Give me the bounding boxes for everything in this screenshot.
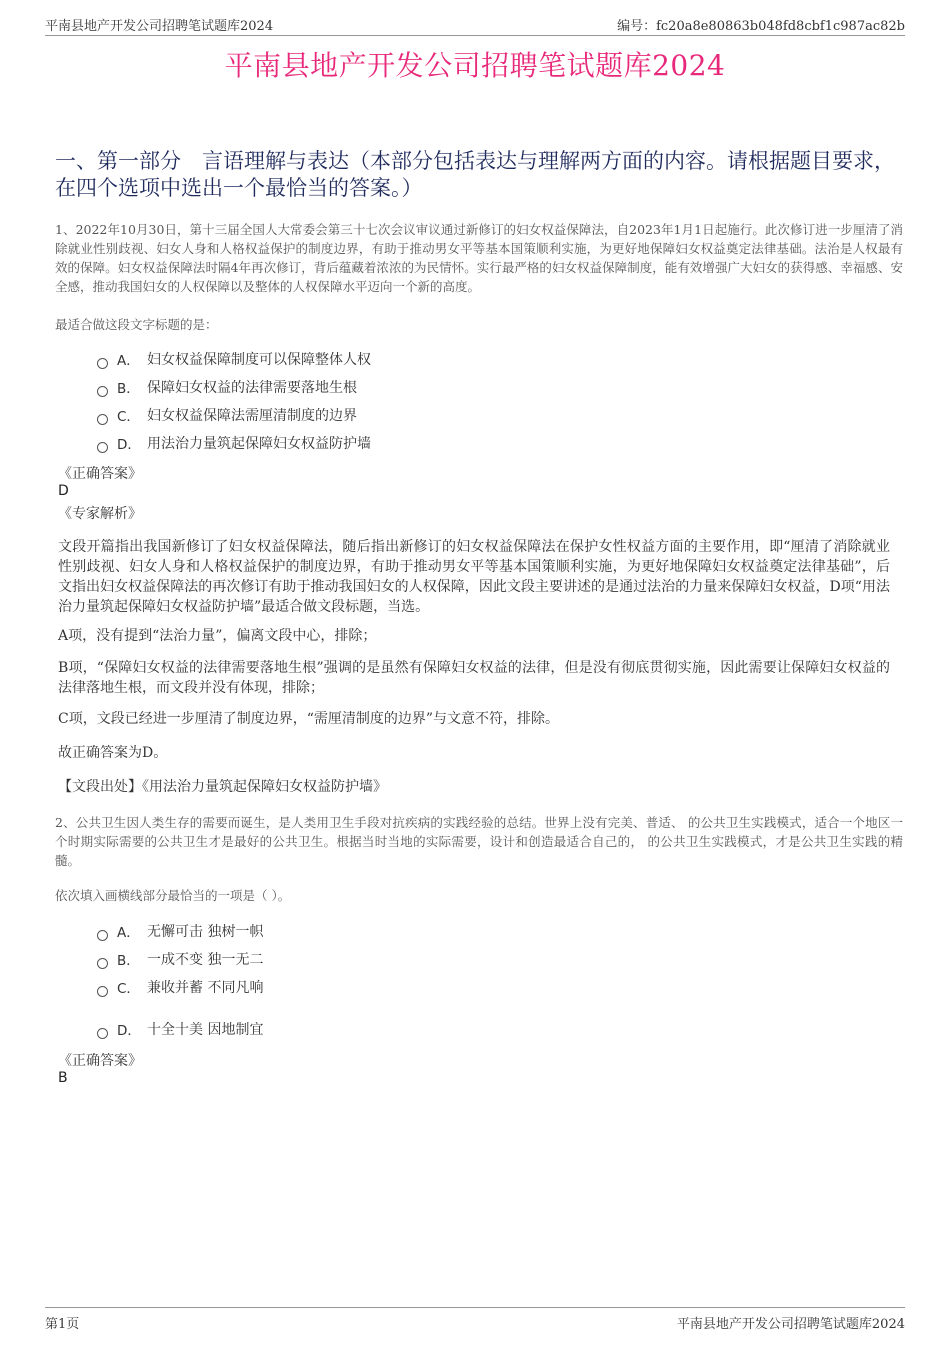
question-1-answer: D bbox=[58, 483, 69, 499]
analysis-paragraph: 文段开篇指出我国新修订了妇女权益保障法，随后指出新修订的妇女权益保障法在保护女性权益方面的主要作用，即“厘清了消除就业性别歧视、妇女人身和人格权益保护的制度边界，有助于推动男女平等基本国策顺利实施，为更好地保障妇女权益奠定法律基础”，后文指出妇女权益保障法的再次修订有助于推动我国妇女的人权保障，因此文段主要讲述的是通过法治的力量来保障妇女权益，D项“用法治力量筑起保障妇女权益防护墙”最适合做文段标题，当选。 bbox=[58, 539, 890, 615]
footer-divider bbox=[45, 1307, 905, 1308]
option-letter: A． bbox=[117, 353, 140, 369]
question-2-prompt: 依次填入画横线部分最恰当的一项是（ ）。 bbox=[55, 888, 291, 903]
option-text: 兼收并蓄 不同凡响 bbox=[147, 980, 264, 996]
question-1-prompt: 最适合做这段文字标题的是： bbox=[55, 317, 218, 332]
option-letter: B． bbox=[117, 953, 140, 969]
question-1-answer-label: 《正确答案》 bbox=[58, 466, 142, 482]
analysis-paragraph: C项，文段已经进一步厘清了制度边界，“需厘清制度的边界”与文意不符，排除。 bbox=[58, 711, 560, 727]
question-1-analysis-label: 《专家解析》 bbox=[58, 506, 142, 522]
question-2-option-c[interactable] bbox=[97, 977, 263, 997]
page-number: 第1页 bbox=[45, 1317, 80, 1332]
radio-icon[interactable] bbox=[97, 358, 108, 369]
footer-title: 平南县地产开发公司招聘笔试题库2024 bbox=[676, 1317, 905, 1332]
radio-icon[interactable] bbox=[97, 386, 108, 397]
analysis-paragraph: A项，没有提到“法治力量”，偏离文段中心，排除； bbox=[58, 628, 377, 644]
question-1-option-d[interactable] bbox=[97, 433, 371, 453]
header-left: 平南县地产开发公司招聘笔试题库2024 bbox=[45, 19, 274, 34]
section-heading: 一、第一部分 言语理解与表达（本部分包括表达与理解两方面的内容。请根据题目要求，在四个选项中选出一个最恰当的答案。） bbox=[55, 149, 895, 200]
question-2-option-d[interactable] bbox=[97, 1019, 263, 1039]
question-1-option-a[interactable] bbox=[97, 349, 371, 369]
option-letter: C． bbox=[117, 409, 140, 425]
analysis-source: 【文段出处】《用法治力量筑起保障妇女权益防护墙》 bbox=[58, 779, 387, 795]
option-letter: B． bbox=[117, 381, 140, 397]
header-serial: 编号：fc20a8e80863b048fd8cbf1c987ac82b bbox=[617, 19, 905, 34]
radio-icon[interactable] bbox=[97, 414, 108, 425]
option-text: 用法治力量筑起保障妇女权益防护墙 bbox=[147, 436, 371, 452]
radio-icon[interactable] bbox=[97, 930, 108, 941]
header-divider bbox=[45, 35, 905, 36]
question-2-option-a[interactable] bbox=[97, 921, 263, 941]
question-2-answer: B bbox=[58, 1070, 68, 1086]
option-text: 十全十美 因地制宜 bbox=[147, 1022, 264, 1038]
question-2-option-b[interactable] bbox=[97, 949, 263, 969]
option-letter: C． bbox=[117, 981, 140, 997]
radio-icon[interactable] bbox=[97, 986, 108, 997]
option-letter: A． bbox=[117, 925, 140, 941]
analysis-paragraph: 故正确答案为D。 bbox=[58, 745, 168, 761]
radio-icon[interactable] bbox=[97, 958, 108, 969]
question-1-option-b[interactable] bbox=[97, 377, 357, 397]
question-2-answer-label: 《正确答案》 bbox=[58, 1053, 142, 1069]
radio-icon[interactable] bbox=[97, 442, 108, 453]
radio-icon[interactable] bbox=[97, 1028, 108, 1039]
question-2-text: 2、公共卫生因人类生存的需要而诞生，是人类用卫生手段对抗疾病的实践经验的总结。世界上没有完美、普适、 的公共卫生实践模式，适合一个地区一个时期实际需要的公共卫生才是最好的公共卫生。根据当时当地的实际需要，设计和创造最适合自己的， 的公共卫生实践模式，才是公共卫生实践的精髓。 bbox=[55, 815, 903, 868]
option-text: 一成不变 独一无二 bbox=[147, 952, 264, 968]
question-1-option-c[interactable] bbox=[97, 405, 357, 425]
option-text: 妇女权益保障法需厘清制度的边界 bbox=[147, 408, 357, 424]
option-letter: D． bbox=[117, 437, 141, 453]
page-title: 平南县地产开发公司招聘笔试题库2024 bbox=[224, 49, 726, 82]
analysis-paragraph: B项，“保障妇女权益的法律需要落地生根”强调的是虽然有保障妇女权益的法律，但是没有彻底贯彻实施，因此需要让保障妇女权益的法律落地生根，而文段并没有体现，排除； bbox=[58, 660, 890, 696]
option-text: 无懈可击 独树一帜 bbox=[147, 924, 264, 940]
option-text: 保障妇女权益的法律需要落地生根 bbox=[147, 380, 357, 396]
option-letter: D． bbox=[117, 1023, 141, 1039]
option-text: 妇女权益保障制度可以保障整体人权 bbox=[147, 352, 371, 368]
question-1-text: 1、2022年10月30日，第十三届全国人大常委会第三十七次会议审议通过新修订的妇女权益保障法，自2023年1月1日起施行。此次修订进一步厘清了消除就业性别歧视、妇女人身和人格权益保护的制度边界，有助于推动男女平等基本国策顺利实施，为更好地保障妇女权益奠定法律基础。法治是人权最有效的保障。妇女权益保障法时隔4年再次修订，背后蕴藏着浓浓的为民情怀。实行最严格的妇女权益保障制度，能有效增强广大妇女的获得感、幸福感、安全感，推动我国妇女的人权保障以及整体的人权保障水平迈向一个新的高度。 bbox=[55, 222, 903, 294]
